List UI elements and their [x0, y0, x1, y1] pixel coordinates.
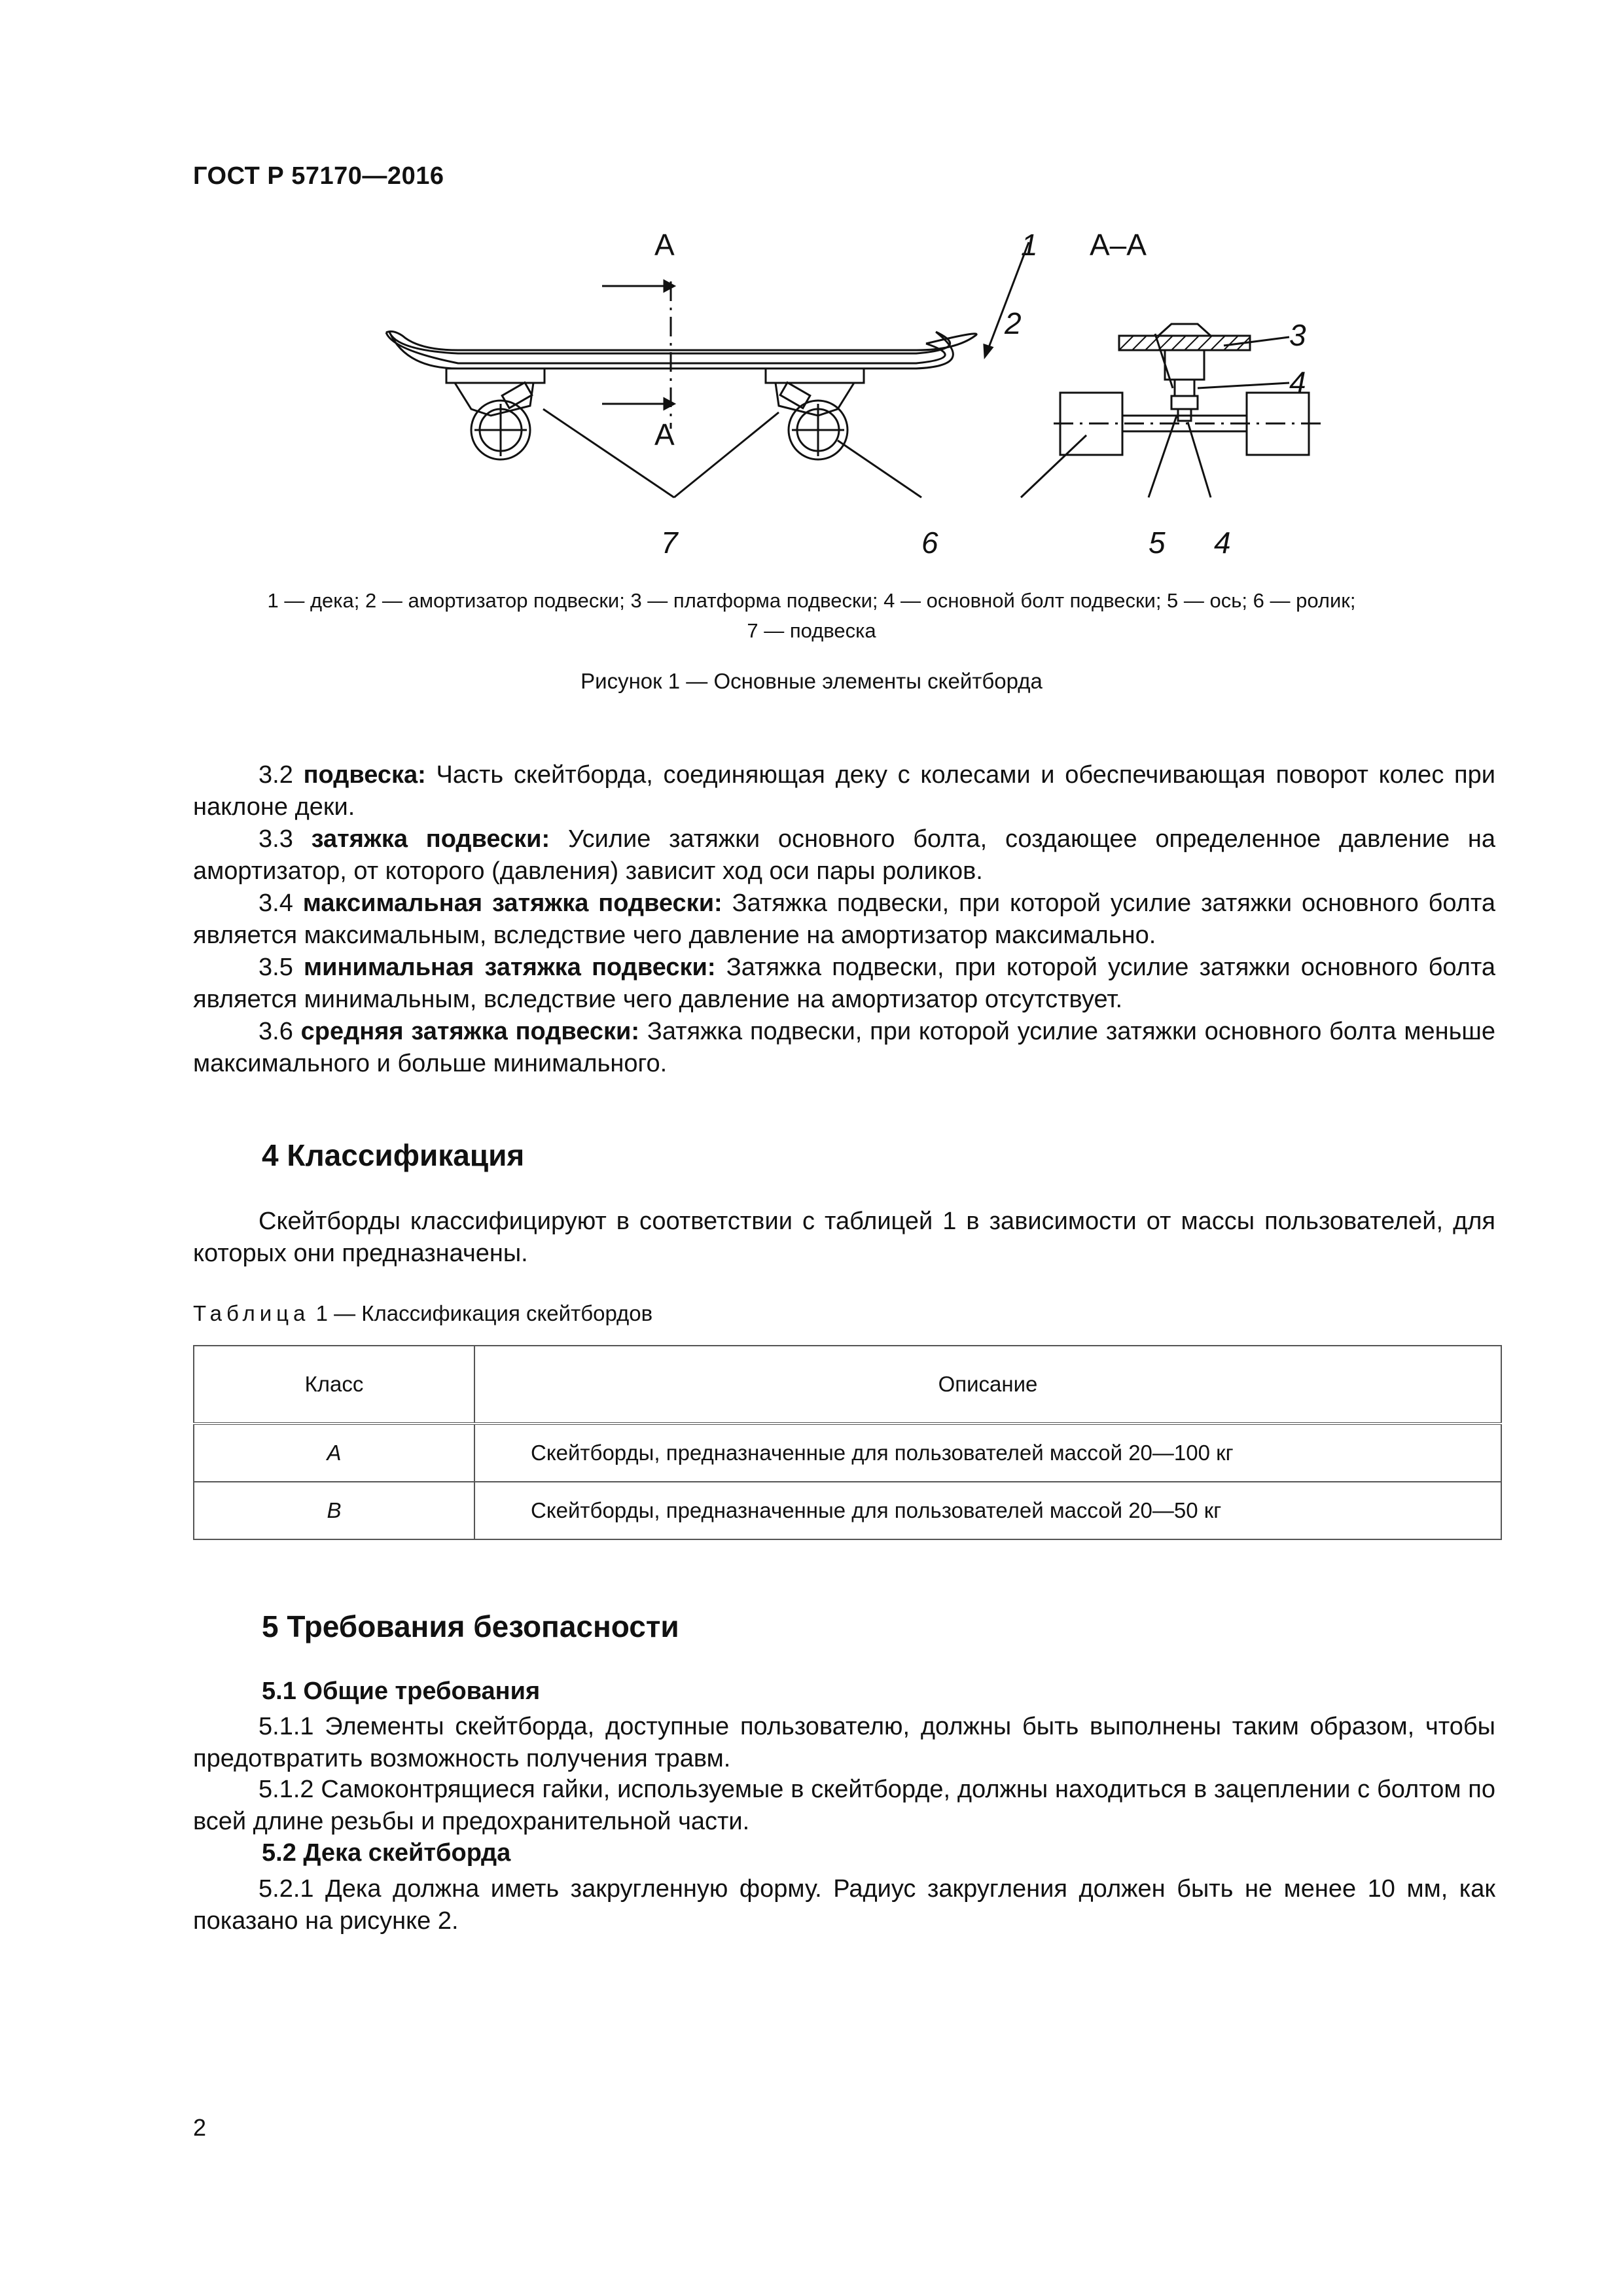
callout-7: 7: [661, 526, 678, 560]
skateboard-side-view: [386, 242, 1029, 497]
table-row: [194, 1424, 1501, 1482]
skateboard-figure: [366, 219, 1322, 573]
paragraph-5-2-1: 5.2.1 Дека должна иметь закругленную форму. Радиус закругления должен быть не менее 10 мм, как показано на рисунке 2.: [193, 1875, 1495, 1935]
section-4-heading: 4 Классификация: [262, 1138, 525, 1172]
section-label-bottom: А: [654, 418, 675, 452]
paragraph-5-1-1: 5.1.1 Элементы скейтборда, доступные пользователю, должны быть выполнены таким образом, чтобы предотвратить возможность получения травм.: [193, 1713, 1495, 1772]
document-header: ГОСТ Р 57170—2016: [193, 162, 444, 190]
bushing-left: [502, 382, 532, 408]
legend-line-1: 1 — дека; 2 — амортизатор подвески; 3 — платформа подвески; 4 — основной болт подвески; 5 — ось; 6 — ролик;: [267, 589, 1356, 612]
subsection-5-2-heading: 5.2 Дека скейтборда: [262, 1839, 511, 1867]
callout-3: 3: [1289, 318, 1306, 352]
classification-table: [193, 1345, 1502, 1540]
definition-3-5: 3.5 минимальная затяжка подвески: Затяжка подвески, при которой усилие затяжки основного болта является минимальным, вследствие чего давление на амортизатор отсутствует.: [193, 954, 1495, 1013]
class-cell: В: [194, 1482, 474, 1539]
description-cell: Скейтборды, предназначенные для пользователей массой 20—100 кг: [474, 1424, 1501, 1482]
page-number: 2: [193, 2114, 207, 2141]
figure-legend: [196, 586, 1427, 646]
callout-4-lower: 4: [1214, 526, 1231, 560]
definition-3-3: 3.3 затяжка подвески: Усилие затяжки основного болта, создающее определенное давление на амортизатор, от которого (давления) зависит ход оси пары роликов.: [193, 825, 1495, 885]
bolt-head: [1175, 380, 1194, 396]
section-5-heading: 5 Требования безопасности: [262, 1609, 679, 1643]
paragraph-5-1-2: 5.1.2 Самоконтрящиеся гайки, используемые в скейтборде, должны находиться в зацеплении с болтом по всей длине резьбы и предохранительной части.: [193, 1776, 1495, 1835]
header-class: Класс: [194, 1346, 474, 1424]
section-4-paragraph: Скейтборды классифицируют в соответствии с таблицей 1 в зависимости от массы пользователей, для которых они предназначены.: [193, 1208, 1495, 1267]
callout-5: 5: [1149, 526, 1166, 560]
section-view-label: А–А: [1090, 228, 1147, 262]
subsection-5-1-heading: 5.1 Общие требования: [262, 1677, 541, 1705]
top-cap: [1158, 324, 1211, 336]
callout-2: 2: [1005, 306, 1022, 340]
callout-4-upper: 4: [1289, 365, 1306, 399]
figure-caption: Рисунок 1 — Основные элементы скейтборда: [580, 669, 1043, 693]
legend-line-2: 7 — подвеска: [747, 619, 876, 642]
table-row: [194, 1482, 1501, 1539]
description-cell: Скейтборды, предназначенные для пользователей массой 20—50 кг: [474, 1482, 1501, 1539]
section-label-top: А: [654, 228, 675, 262]
definitions-block: [193, 759, 1495, 1080]
header-description: Описание: [474, 1346, 1501, 1424]
axle-nut: [1171, 396, 1198, 409]
definition-3-4: 3.4 максимальная затяжка подвески: Затяжка подвески, при которой усилие затяжки основного болта является максимальным, вследствие чего давление на амортизатор максимально.: [193, 889, 1496, 949]
class-cell: А: [194, 1424, 474, 1482]
callout-1: 1: [1021, 228, 1038, 262]
definition-3-2: 3.2 подвеска: Часть скейтборда, соединяющая деку с колесами и обеспечивающая поворот колес при наклоне деки.: [193, 761, 1495, 821]
deck-shape: [386, 331, 976, 363]
callout-6: 6: [921, 526, 938, 560]
truck-base-left: [446, 368, 544, 383]
truck-base-right: [766, 368, 864, 383]
section-view-aa: [1021, 324, 1322, 497]
definition-3-6: 3.6 средняя затяжка подвески: Затяжка подвески, при которой усилие затяжки основного болта меньше максимального и больше минимального.: [193, 1018, 1495, 1077]
bushing-block: [1165, 350, 1204, 380]
table-1-title: Таблица 1 — Классификация скейтбордов: [193, 1301, 653, 1325]
table-header-row: [194, 1346, 1501, 1424]
